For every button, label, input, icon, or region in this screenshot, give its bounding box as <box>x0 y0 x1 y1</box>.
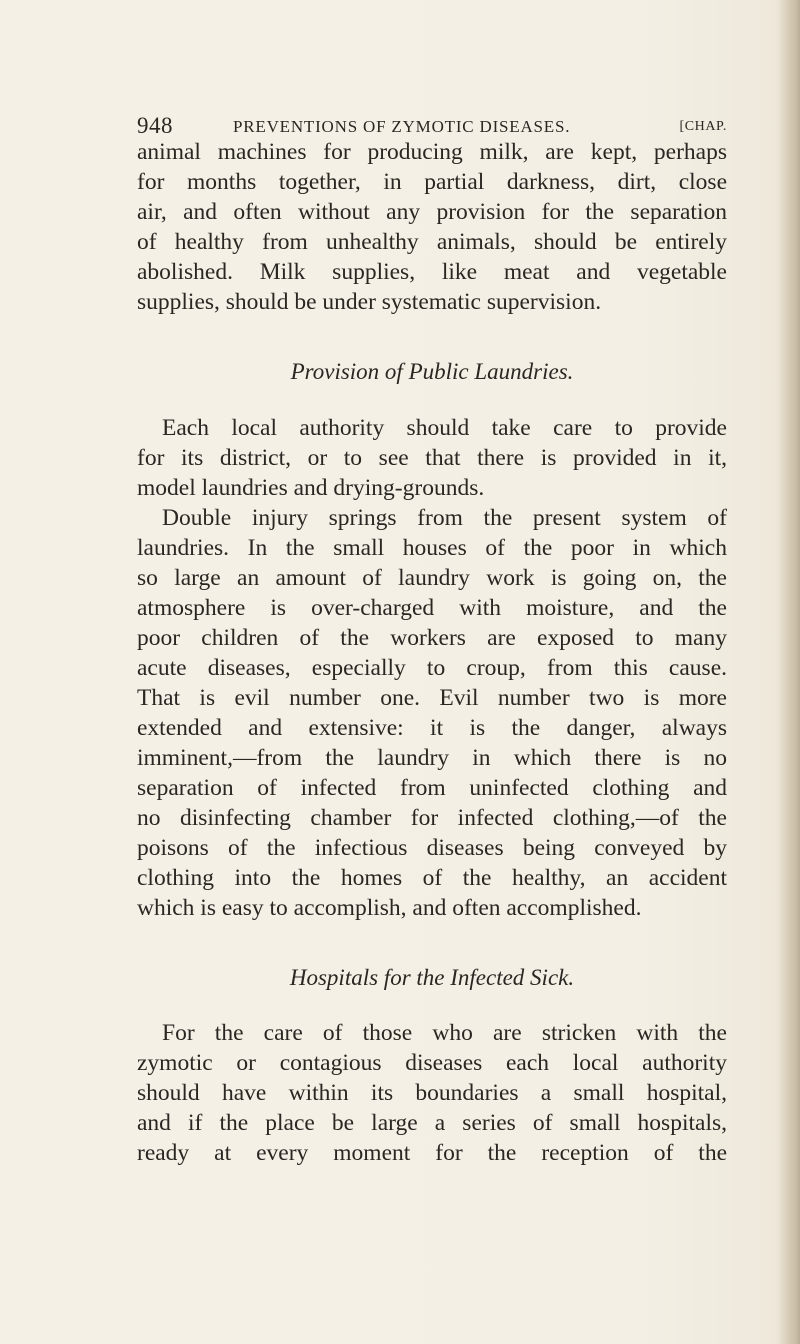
text-line: atmosphere is over-charged with moisture, and the <box>137 595 727 621</box>
page-edge-shadow <box>778 0 800 1344</box>
text-line: for months together, in partial darkness, dirt, close <box>137 169 727 195</box>
running-title: PREVENTIONS OF ZYMOTIC DISEASES. <box>233 117 571 136</box>
section-heading-laundries: Provision of Public Laundries. <box>290 359 574 384</box>
text-line: Double injury springs from the present system of <box>162 505 727 531</box>
text-line: model laundries and drying-grounds. <box>137 475 485 501</box>
section-heading-hospitals: Hospitals for the Infected Sick. <box>289 965 575 990</box>
text-line: supplies, should be under systematic supervision. <box>137 289 602 315</box>
text-line: ready at every moment for the reception of the <box>137 1140 727 1166</box>
text-line: should have within its boundaries a small hospital, <box>137 1080 727 1106</box>
text-line: zymotic or contagious diseases each local authority <box>137 1050 727 1076</box>
page-number: 948 <box>137 113 173 138</box>
text-line: so large an amount of laundry work is going on, the <box>137 565 727 591</box>
text-line: laundries. In the small houses of the poor in which <box>137 535 727 561</box>
text-line: For the care of those who are stricken with the <box>162 1020 727 1046</box>
text-line: air, and often without any provision for the separation <box>137 199 727 225</box>
text-line: poisons of the infectious diseases being conveyed by <box>137 835 727 861</box>
text-line: abolished. Milk supplies, like meat and vegetable <box>137 259 727 285</box>
text-line: which is easy to accomplish, and often accomplished. <box>137 895 642 921</box>
text-line: poor children of the workers are exposed to many <box>137 625 727 651</box>
text-line: That is evil number one. Evil number two is more <box>137 685 727 711</box>
text-line: animal machines for producing milk, are kept, perhaps <box>137 139 727 165</box>
text-line: separation of infected from uninfected clothing and <box>137 775 727 801</box>
text-line: Each local authority should take care to provide <box>162 415 727 441</box>
running-head <box>137 113 727 139</box>
text-line: clothing into the homes of the healthy, an accident <box>137 865 727 891</box>
text-line: imminent,—from the laundry in which there is no <box>137 745 727 771</box>
text-line: extended and extensive: it is the danger, always <box>137 715 727 741</box>
text-line: acute diseases, especially to croup, from this cause. <box>137 655 727 681</box>
text-line: of healthy from unhealthy animals, should be entirely <box>137 229 727 255</box>
chapter-marker: [CHAP. <box>679 119 727 134</box>
text-line: no disinfecting chamber for infected clothing,—of the <box>137 805 727 831</box>
text-line: and if the place be large a series of small hospitals, <box>137 1110 727 1136</box>
text-line: for its district, or to see that there is provided in it, <box>137 445 727 471</box>
